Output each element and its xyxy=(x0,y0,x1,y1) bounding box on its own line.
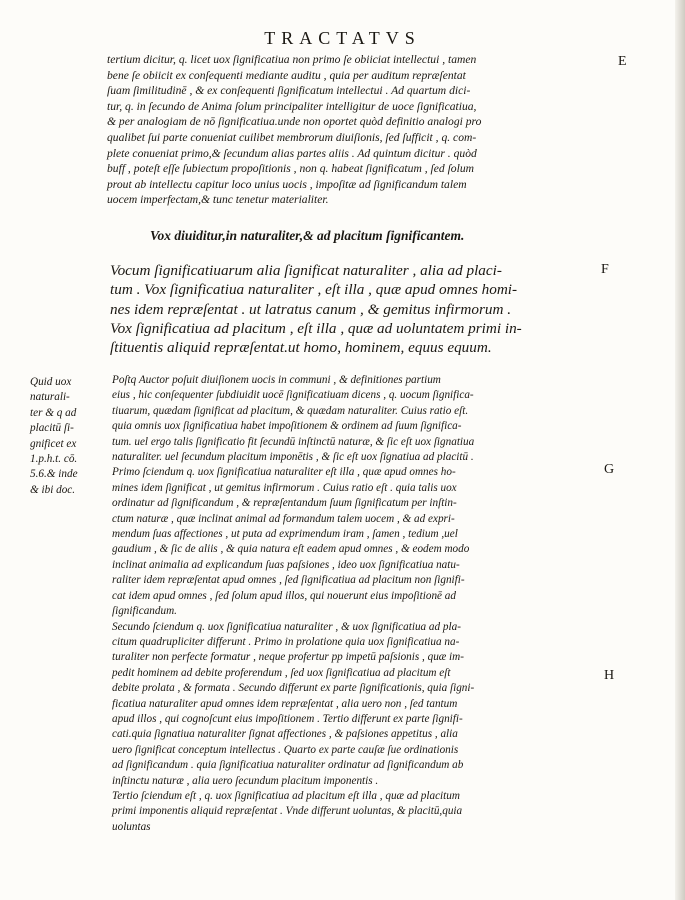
page-edge xyxy=(675,0,685,900)
text-line: gaudium , & ſic de aliis , & quia natura eſt eadem apud omnes , & eodem modo xyxy=(112,543,470,556)
text-line: Tertio ſciendum eſt , q. uox ſignificatiua ad placitum eſt illa , quæ ad placitum xyxy=(112,789,460,802)
text-line: mines idem ſignificat , ut gemitus infirmorum . Cuius ratio eſt . quia talis uox xyxy=(112,481,457,494)
text-line: tum. uel ergo talis ſignificatio fit ſecundū inſtinctū naturæ, & ſic eſt uox ſignatiua xyxy=(112,435,475,448)
text-line: ſuam ſimilitudinē , & ex conſequenti ſignificatum intellectui . Ad quartum dici- xyxy=(107,84,471,98)
text-line: cati.quia ſignatiua naturaliter ſignat affectiones , & paſsiones appetitus , alia xyxy=(112,728,458,741)
text-line: eius , hic conſequenter ſubdiuidit uocē ſignificatiuam dicens , q. uocum ſignifica- xyxy=(112,389,474,402)
text-line: Secundo ſciendum q. uox ſignificatiua naturaliter , & uox ſignificatiua ad pla- xyxy=(112,620,461,633)
text-line: inclinat animalia ad explicandum ſuas paſsiones , ideo uox ſignificatiua natu- xyxy=(112,558,460,571)
text-line: naturaliter. uel ſecundum placitum imponētis , & ſic eſt uox ſignatiua ad placitū . xyxy=(112,451,474,464)
text-line: tertium dicitur, q. licet uox ſignificatiua non primo ſe obiiciat intellectui , tamen xyxy=(107,53,477,66)
text-line: ad ſignificandum . quia ſignificatiua naturaliter ordinatur ad ſignificandum ab xyxy=(112,759,464,772)
body-text xyxy=(112,373,474,835)
definition-line: tum . Vox ſignificatiua naturaliter , eſt illa , quæ apud omnes homi- xyxy=(110,281,518,299)
definition-paragraph xyxy=(110,261,522,357)
text-line: tiuarum, quædam ſignificat ad placitum, & quædam naturaliter. Cuius ratio eſt. xyxy=(112,404,469,417)
text-line: bene ſe obiicit ex conſequenti mediante auditu , quia per auditum repræſentat xyxy=(107,68,466,82)
text-line: debite prolata , & formata . Secundo differunt ex parte ſignificationis, quia ſigni- xyxy=(112,682,475,695)
text-line: prout ab intellectu capitur loco unius uocis , impoſitæ ad ſignificandum talem xyxy=(107,177,467,191)
margin-letter-g: G xyxy=(604,462,615,477)
running-title: TRACTATVS xyxy=(264,28,421,48)
text-line: cat idem apud omnes , ſed ſolum apud illos, qui nouerunt eius impoſitionē ad xyxy=(112,589,456,602)
text-line: inſtinctu naturæ , alia uero ſecundum placitum imponentis . xyxy=(112,774,379,787)
text-line: Poſtq Auctor poſuit diuiſionem uocis in communi , & definitiones partium xyxy=(112,374,441,386)
text-line: ficatiua naturaliter apud omnes idem repræſentat , alia uero non , ſed tantum xyxy=(112,697,458,710)
margin-letter-e: E xyxy=(618,54,627,69)
text-line: qualibet ſui parte conueniat cuilibet membrorum diuiſionis, ſed ſufficit , q. com- xyxy=(107,130,477,144)
definition-line: Vox ſignificatiua ad placitum , eſt illa , quæ ad uoluntatem primi in- xyxy=(110,319,522,337)
text-line: raliter idem repræſentat apud omnes , ſed ſignificatiua ad placitum non ſignifi- xyxy=(112,574,465,587)
text-line: plete conueniat primo,& ſecundum alias partes aliis . Ad quintum dicitur . quòd xyxy=(107,146,477,160)
text-line: turaliter non perfecte formatur , neque profertur pp impetū paſsionis , quæ im- xyxy=(112,651,464,664)
margin-note-line: placitū ſi- xyxy=(30,422,74,435)
text-line: uoluntas xyxy=(112,820,151,833)
margin-letter-f: F xyxy=(601,262,609,277)
margin-note xyxy=(30,375,78,498)
text-line: primi imponentis aliquid repræſentat . Vnde differunt uoluntas, & placitū,quia xyxy=(112,805,463,818)
top-paragraph xyxy=(107,52,481,208)
text-line: citum quadrupliciter differunt . Primo in prolatione quia uox ſignificatiua na- xyxy=(112,635,460,648)
text-line: ordinatur ad ſignificandum , & repræſentandum ſuum ſignificatum per inſtin- xyxy=(112,497,457,510)
text-line: ſignificandum. xyxy=(112,605,177,618)
text-line: pedit hominem ad debite proferendum , ſed uox ſignificatiua ad placitum eſt xyxy=(112,666,451,679)
margin-note-line: Quid uox xyxy=(30,376,72,388)
text-line: tur, q. in ſecundo de Anima ſolum principaliter intelligitur de uoce ſignificatiua, xyxy=(107,99,477,113)
margin-note-line: 5.6.& inde xyxy=(30,468,78,481)
margin-letter-h: H xyxy=(604,668,615,683)
text-line: mendum ſuas affectiones , ut puta ad exprimendum iram , ſamen , tedium ,uel xyxy=(112,528,458,541)
margin-note-line: & ibi doc. xyxy=(30,483,76,496)
definition-line: Vocum ſignificatiuarum alia ſignificat naturaliter , alia ad placi- xyxy=(110,262,502,279)
definition-line: ſtituentis aliquid repræſentat.ut homo, hominem, equus equum. xyxy=(110,339,492,357)
definition-line: nes idem repræſentat . ut latratus canum , & gemitus infirmorum . xyxy=(110,300,512,318)
text-line: & per analogiam de nō ſignificatiua.unde non oportet quòd definitio analogi pro xyxy=(107,115,482,129)
text-line: quia omnis uox ſignificatiua habet impoſitionem & ordinem ad ſuum ſignifica- xyxy=(112,420,462,433)
margin-note-line: 1.p.h.t. cō. xyxy=(30,453,78,466)
margin-note-line: gnificet ex xyxy=(30,437,77,450)
text-line: ctum naturæ , quæ inclinat animal ad formandum talem uocem , & ad expri- xyxy=(112,512,455,525)
text-line: apud illos , qui cognoſcunt eius impoſitionem . Tertio differunt ex parte ſignifi- xyxy=(112,712,463,725)
text-line: Primo ſciendum q. uox ſignificatiua naturaliter eſt illa , quæ apud omnes ho- xyxy=(112,466,456,479)
text-line: uocem imperfectam,& tunc tenetur materialiter. xyxy=(107,193,329,207)
margin-note-line: ter & q ad xyxy=(30,406,77,419)
margin-note-line: naturali- xyxy=(30,391,70,404)
text-line: buff , poteſt eſſe ſubiectum propoſitionis , non q. habeat ſignificatum , ſed ſolum xyxy=(107,162,474,176)
section-heading: Vox diuiditur,in naturaliter,& ad placitum ſignificantem. xyxy=(150,228,465,243)
text-line: uero ſignificat conceptum intellectus . Quarto ex parte cauſæ ſue ordinationis xyxy=(112,743,459,756)
